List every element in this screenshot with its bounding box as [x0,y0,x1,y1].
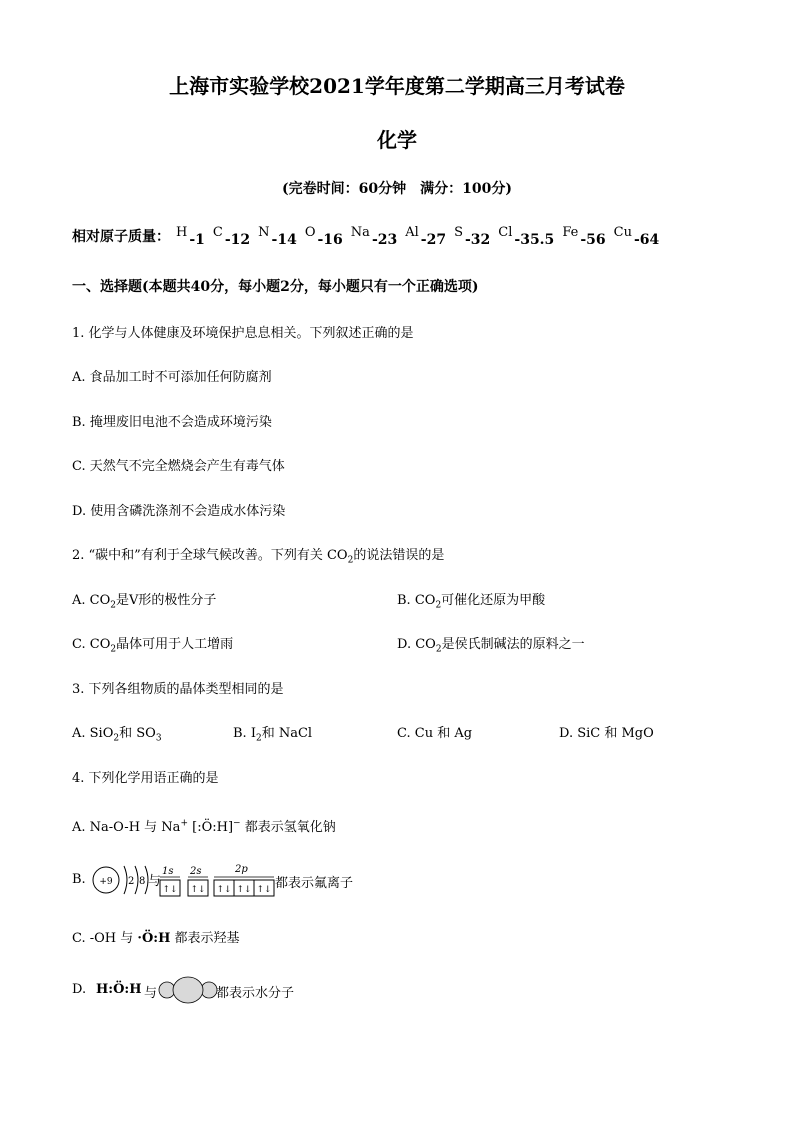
q3-option-c: C. Cu 和 Ag [397,726,473,741]
subscript: 2 [255,733,262,744]
connector-text: 与 [144,986,158,1001]
q3-option-a [72,722,162,744]
subscript: 2 [110,644,117,655]
q4-stem: 4. 下列化学用语正确的是 [72,771,219,786]
subscript: 2 [110,600,116,611]
option-text: D. CO [397,637,436,652]
oxygen-atom-sphere [173,977,203,1003]
superscript: − [233,818,241,829]
option-text: 和 NaCl [261,726,313,741]
element-symbol: Cl [498,225,513,240]
atomic-mass-item [613,225,660,248]
option-text: 和 SO [119,726,156,741]
electron-shell-arc [124,866,127,894]
q2-stem-text: 2. “碳中和”有利于全球气候改善。下列有关 CO [72,548,348,563]
option-text: A. SiO [72,726,114,741]
q1-stem: 1. 化学与人体健康及环境保护息息相关。下列叙述正确的是 [72,326,414,341]
q3-option-b [233,722,312,744]
element-mass: -32 [464,232,491,248]
q3-stem: 3. 下列各组物质的晶体类型相同的是 [72,682,284,697]
option-text: B. CO [397,593,436,608]
exam-title: 上海市实验学校2021学年度第二学期高三月考试卷 [169,74,625,98]
subscript: 2 [435,600,442,611]
orbital-label-1s: 1s [162,866,174,877]
orbital-label-2p: 2p [235,864,248,875]
q2-option-d [397,633,585,655]
exam-time-info: (完卷时间：60分钟 满分：100分) [282,181,512,197]
spin-pair-arrows: ↑↓ [190,885,206,895]
element-symbol: H [176,225,188,240]
element-symbol: Fe [562,225,579,240]
subscript: 2 [435,644,442,655]
shell-electrons-2: 8 [139,876,146,887]
atomic-masses-label: 相对原子质量： [72,229,170,245]
section-title: 一、选择题(本题共40分，每小题2分，每小题只有一个正确选项) [72,279,479,295]
q1-option-a: A. 食品加工时不可添加任何防腐剂 [72,370,272,385]
q1-option-d: D. 使用含磷洗涤剂不会造成水体污染 [72,504,286,519]
element-mass: -1 [189,232,205,248]
option-text: 都表示羟基 [174,931,240,946]
element-symbol: Na [350,225,370,240]
q4-option-c [72,927,240,946]
element-symbol: C [212,225,223,240]
electron-shell-arc [135,866,138,894]
q4-option-d-label: D. [72,982,87,997]
element-mass: -56 [580,232,606,248]
option-text: C. -OH 与 [72,931,134,946]
option-text: 都表示氢氧化钠 [244,820,336,835]
atomic-mass-item [405,225,447,248]
q2-option-a [72,589,216,611]
spin-pair-arrows: ↑↓ [162,885,178,895]
hydroxyl-electron-formula: ·Ö:H [137,931,171,946]
electron-formula: [:Ö:H] [192,820,234,835]
element-symbol: S [454,225,463,240]
element-symbol: N [258,225,270,240]
superscript: + [180,818,188,829]
spin-pair-arrows: ↑↓ [216,885,232,895]
q4-option-b-label: B. [72,872,86,887]
option-text: 晶体可用于人工增雨 [116,637,234,652]
option-text: 是侯氏制碱法的原料之一 [441,637,585,652]
orbital-label-2s: 2s [190,866,202,877]
atomic-mass-item [258,225,297,248]
element-mass: -14 [271,232,297,248]
water-space-filling-model [158,974,218,1004]
element-symbol: Cu [613,225,632,240]
element-mass: -64 [633,232,660,248]
spin-pair-arrows: ↑↓ [256,885,272,895]
option-text: 是V形的极性分子 [116,593,217,608]
option-text: A. Na-O-H 与 Na [72,820,181,835]
water-electron-formula: H:Ö:H [96,982,142,997]
atomic-mass-item [350,225,398,248]
option-text: A. CO [72,593,111,608]
option-text: B. I [233,726,256,741]
atomic-mass-item [176,225,205,248]
element-mass: -27 [420,232,447,248]
q4-option-d-text: 都表示水分子 [216,986,295,1001]
spin-pair-arrows: ↑↓ [236,885,252,895]
q2-stem [72,544,444,566]
element-mass: -35.5 [514,232,555,248]
subscript: 3 [155,733,162,744]
atomic-mass-item [454,225,491,248]
q4-option-b-text: 都表示氟离子 [275,876,354,891]
atomic-mass-item [562,225,606,248]
option-text: C. CO [72,637,111,652]
element-mass: -16 [317,232,343,248]
hydroxide-electron-formula [192,820,240,835]
q2-stem-text: 的说法错误的是 [353,548,445,563]
subscript: 2 [347,555,354,566]
q4-option-a [72,816,336,835]
element-symbol: Al [405,225,419,240]
atomic-mass-item [304,225,343,248]
connector-text: 与 [148,874,162,889]
subscript: 2 [113,733,120,744]
shell-electrons-1: 2 [128,876,135,887]
option-text: 可催化还原为甲酸 [441,593,546,608]
q1-option-c: C. 天然气不完全燃烧会产生有毒气体 [72,459,285,474]
exam-subject: 化学 [377,128,417,152]
element-mass: -12 [224,232,251,248]
atomic-mass-item [498,225,555,248]
q3-option-d: D. SiC 和 MgO [559,726,654,741]
element-mass: -23 [371,232,398,248]
atomic-masses [72,226,667,246]
atomic-mass-item [212,225,251,248]
nucleus-charge: +9 [99,877,113,887]
q2-option-b [397,589,545,611]
element-symbol: O [304,225,316,240]
q2-option-c [72,633,233,655]
q1-option-b: B. 掩埋废旧电池不会造成环境污染 [72,415,272,430]
